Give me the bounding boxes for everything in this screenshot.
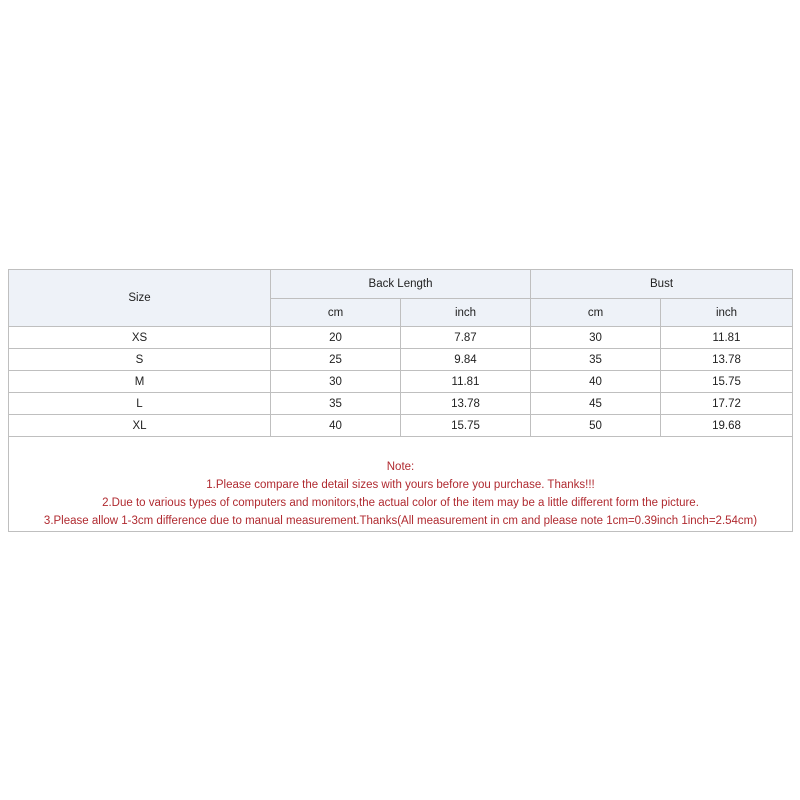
size-cell: XL xyxy=(9,415,271,437)
note-line-3: 3.Please allow 1-3cm difference due to manual measurement.Thanks(All measurement in cm and please note 1cm=0.39inch 1inch=2.54cm) xyxy=(43,515,758,527)
size-table xyxy=(8,269,793,532)
value-cell: 11.81 xyxy=(401,371,531,393)
value-cell: 35 xyxy=(271,393,401,415)
note-line-2: 2.Due to various types of computers and monitors,the actual color of the item may be a little different form the picture. xyxy=(102,497,699,509)
note-cell xyxy=(9,437,793,532)
table-row xyxy=(9,327,793,349)
value-cell: 20 xyxy=(271,327,401,349)
size-cell: S xyxy=(9,349,271,371)
bust-header: Bust xyxy=(531,270,793,299)
table-row xyxy=(9,393,793,415)
table-row xyxy=(9,371,793,393)
value-cell: 40 xyxy=(531,371,661,393)
note-row xyxy=(9,437,793,532)
value-cell: 45 xyxy=(531,393,661,415)
size-cell: XS xyxy=(9,327,271,349)
back-length-cm-header: cm xyxy=(271,299,401,327)
table-row xyxy=(9,415,793,437)
value-cell: 50 xyxy=(531,415,661,437)
table-row xyxy=(9,349,793,371)
value-cell: 9.84 xyxy=(401,349,531,371)
value-cell: 15.75 xyxy=(661,371,793,393)
value-cell: 19.68 xyxy=(661,415,793,437)
value-cell: 7.87 xyxy=(401,327,531,349)
value-cell: 25 xyxy=(271,349,401,371)
bust-inch-header: inch xyxy=(661,299,793,327)
bust-cm-header: cm xyxy=(531,299,661,327)
value-cell: 35 xyxy=(531,349,661,371)
value-cell: 15.75 xyxy=(401,415,531,437)
size-cell: M xyxy=(9,371,271,393)
size-cell: L xyxy=(9,393,271,415)
back-length-header: Back Length xyxy=(271,270,531,299)
value-cell: 30 xyxy=(531,327,661,349)
value-cell: 13.78 xyxy=(661,349,793,371)
back-length-inch-header: inch xyxy=(401,299,531,327)
note-title: Note: xyxy=(386,461,415,473)
size-column-header: Size xyxy=(9,270,271,327)
value-cell: 30 xyxy=(271,371,401,393)
header-row-groups xyxy=(9,270,793,299)
value-cell: 11.81 xyxy=(661,327,793,349)
value-cell: 40 xyxy=(271,415,401,437)
size-chart xyxy=(8,269,792,532)
note-line-1: 1.Please compare the detail sizes with yours before you purchase. Thanks!!! xyxy=(206,479,595,491)
value-cell: 13.78 xyxy=(401,393,531,415)
value-cell: 17.72 xyxy=(661,393,793,415)
